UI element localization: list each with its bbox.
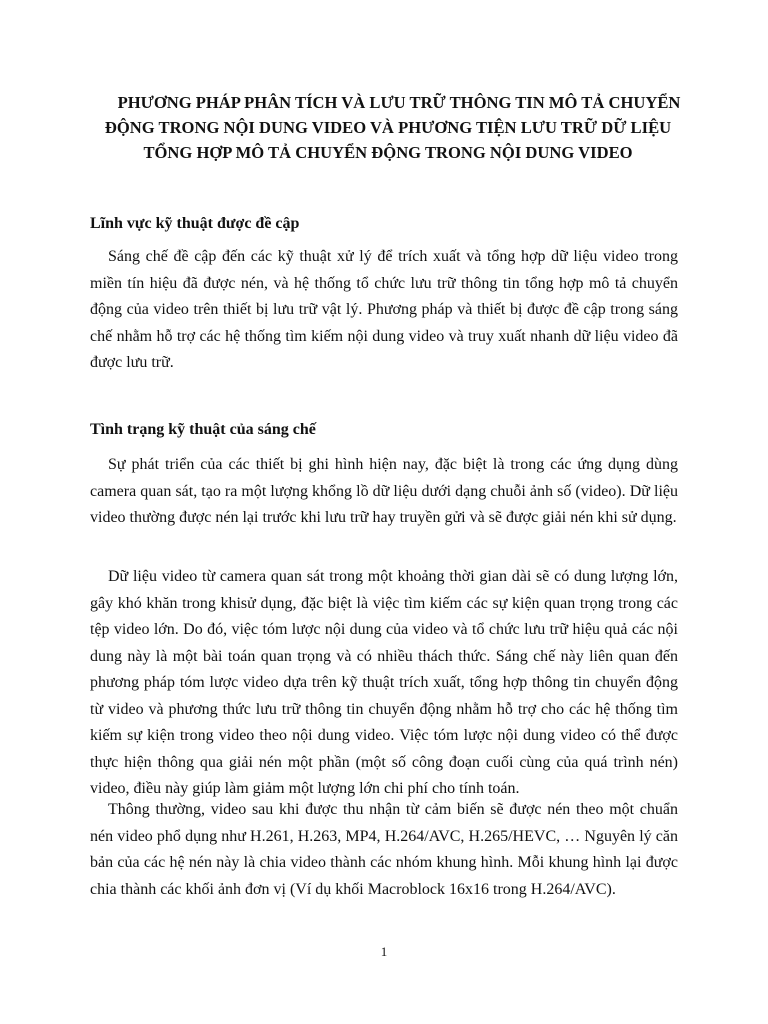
paragraph-prior-art-1: Sự phát triển của các thiết bị ghi hình hiện nay, đặc biệt là trong các ứng dụng dùng camera quan sát, tạo ra một lượng khổng lồ dữ liệu dưới dạng chuỗi ảnh số (video). Dữ liệu video thường được nén lại trước khi lưu trữ hay truyền gửi và sẽ được giải nén khi sử dụng. — [90, 456, 678, 526]
paragraph-prior-art-2: Dữ liệu video từ camera quan sát trong một khoảng thời gian dài sẽ có dung lượng lớn, gây khó khăn trong khisử dụng, đặc biệt là việc tìm kiếm các sự kiện quan trọng trong các tệp video lớn. Do đó, việc tóm lược nội dung của video và tổ chức lưu trữ hiệu quả các nội dung này là một bài toán quan trọng và có nhiều thách thức. Sáng chế này liên quan đến phương pháp tóm lược video dựa trên kỹ thuật trích xuất, tổng hợp thông tin chuyển động từ video và phương thức lưu trữ thông tin chuyển động nhằm hỗ trợ cho các hệ thống tìm kiếm sự kiện trong video theo nội dung video. Việc tóm lược nội dung video có thể được thực hiện thông qua giải nén một phần (một số công đoạn cuối cùng của quá trình nén) video, điều này giúp làm giảm một lượng lớn chi phí cho tính toán. — [90, 568, 678, 797]
document-title: PHƯƠNG PHÁP PHÂN TÍCH VÀ LƯU TRỮ THÔNG TIN MÔ TẢ CHUYỂN ĐỘNG TRONG NỘI DUNG VIDEO VÀ PHƯƠNG TIỆN LƯU TRỮ DỮ LIỆU TỔNG HỢP MÔ TẢ CHUYỂN ĐỘNG TRONG NỘI DUNG VIDEO — [104, 93, 681, 162]
section-heading-prior-art: Tình trạng kỹ thuật của sáng chế — [90, 421, 316, 438]
page-number: 1 — [380, 944, 388, 959]
section-heading-technical-field: Lĩnh vực kỹ thuật được đề cập — [90, 215, 300, 232]
paragraph-prior-art-3: Thông thường, video sau khi được thu nhận từ cảm biến sẽ được nén theo một chuẩn nén video phổ dụng như H.261, H.263, MP4, H.264/AVC, H.265/HEVC, … Nguyên lý căn bản của các hệ nén này là chia video thành các nhóm khung hình. Mỗi khung hình lại được chia thành các khối ảnh đơn vị (Ví dụ khối Macroblock 16x16 trong H.264/AVC). — [90, 801, 678, 898]
paragraph-technical-field: Sáng chế đề cập đến các kỹ thuật xử lý để trích xuất và tổng hợp dữ liệu video trong miền tín hiệu đã được nén, và hệ thống tổ chức lưu trữ thông tin tổng hợp mô tả chuyển động của video trên thiết bị lưu trữ vật lý. Phương pháp và thiết bị được đề cập trong sáng chế nhằm hỗ trợ các hệ thống tìm kiếm nội dung video và truy xuất nhanh dữ liệu video đã được lưu trữ. — [90, 248, 678, 371]
